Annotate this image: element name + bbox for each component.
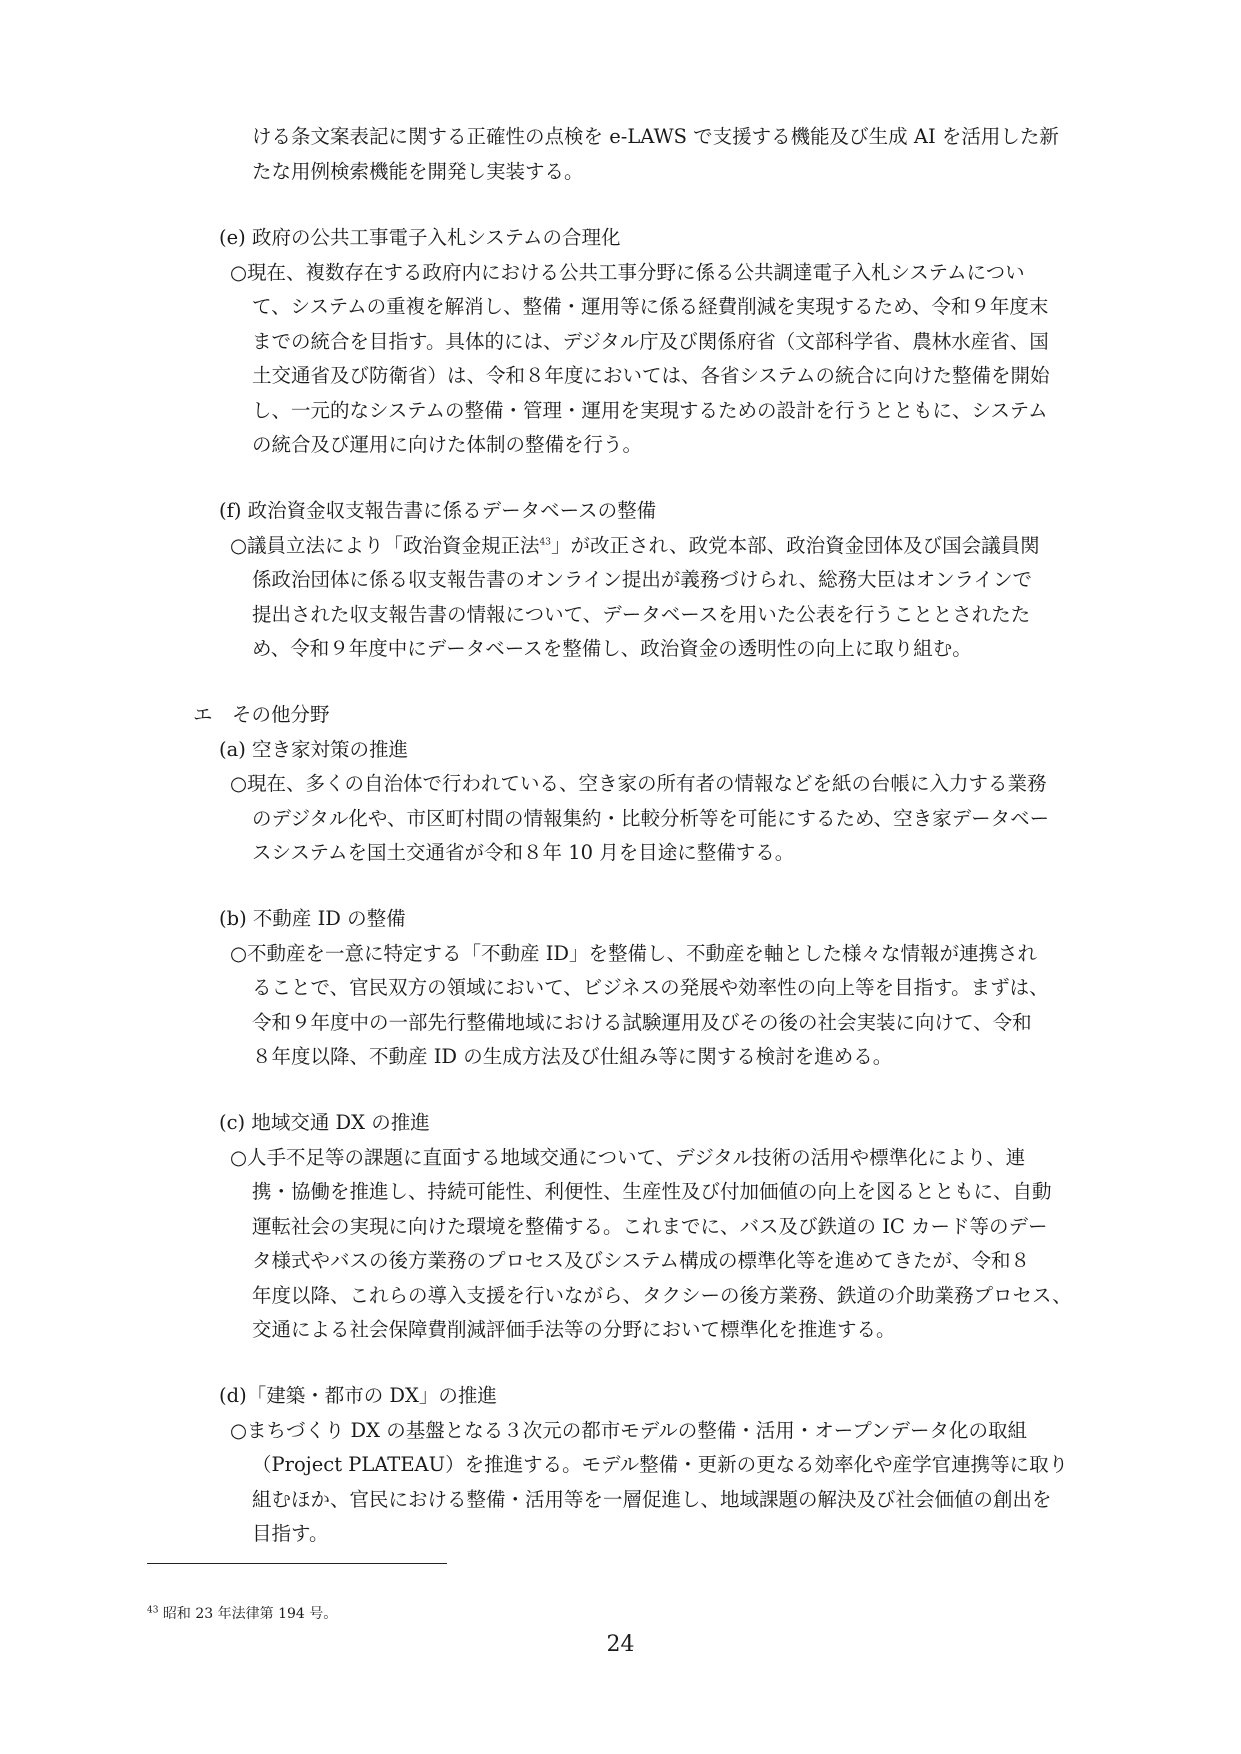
section-b-line-4: ８年度以降、不動産 ID の生成方法及び仕組み等に関する検討を進める。 [252,1045,893,1068]
section-a-line-2: のデジタル化や、市区町村間の情報集約・比較分析等を可能にするため、空き家データベー [252,807,1050,830]
section-d-line-4: 目指す。 [252,1522,329,1545]
continuation-line-2: たな用例検索機能を開発し実装する。 [252,160,584,183]
section-e-line-6: の統合及び運用に向けた体制の整備を行う。 [252,433,643,456]
section-b-line-1: ○不動産を一意に特定する「不動産 ID」を整備し、不動産を軸とした様々な情報が連携され [230,942,1038,965]
section-d-line-3: 組むほか、官民における整備・活用等を一層促進し、地域課題の解決及び社会価値の創出を [252,1488,1052,1511]
footnote-marker: 43 [147,1605,159,1616]
section-f-line-1-before: ○議員立法により「政治資金規正法 [230,534,540,557]
section-c-heading: (c) 地域交通 DX の推進 [219,1111,430,1134]
section-c-line-6: 交通による社会保障費削減評価手法等の分野において標準化を推進する。 [252,1318,896,1341]
section-f-line-1 [230,530,1040,562]
footnote-ref-43[interactable]: 43 [539,537,551,548]
section-d-line-2: （Project PLATEAU）を推進する。モデル整備・更新の更なる効率化や産学官連携等に取り [252,1453,1069,1476]
section-a-line-3: スシステムを国土交通省が令和８年 10 月を目途に整備する。 [252,841,795,864]
section-e-line-2: て、システムの重複を解消し、整備・運用等に係る経費削減を実現するため、令和９年度末 [252,295,1049,318]
section-e-line-3: までの統合を目指す。具体的には、デジタル庁及び関係府省（文部科学省、農林水産省、国 [252,330,1049,353]
section-c-line-1: ○人手不足等の課題に直面する地域交通について、デジタル技術の活用や標準化により、連 [230,1146,1026,1169]
section-c-line-3: 運転社会の実現に向けた環境を整備する。これまでに、バス及び鉄道の IC カード等のデー [252,1215,1048,1238]
section-e-heading: (e) 政府の公共工事電子入札システムの合理化 [219,226,621,249]
section-e-line-5: し、一元的なシステムの整備・管理・運用を実現するための設計を行うとともに、システム [252,399,1048,422]
section-e-line-4: 土交通省及び防衛省）は、令和８年度においては、各省システムの統合に向けた整備を開始 [252,364,1050,387]
section-e-line-1: ○現在、複数存在する政府内における公共工事分野に係る公共調達電子入札システムについ [230,261,1025,284]
section-f-line-1-after: 」が改正され、政党本部、政治資金団体及び国会議員関 [550,534,1040,557]
part-e-heading: エ その他分野 [193,703,330,726]
section-b-line-2: ることで、官民双方の領域において、ビジネスの発展や効率性の向上等を目指す。まずは、 [252,976,1049,999]
section-f-line-2: 係政治団体に係る収支報告書のオンライン提出が義務づけられ、総務大臣はオンラインで [252,568,1033,591]
section-b-heading: (b) 不動産 ID の整備 [219,907,406,930]
section-a-line-1: ○現在、多くの自治体で行われている、空き家の所有者の情報などを紙の台帳に入力する業務 [230,772,1047,795]
section-b-line-3: 令和９年度中の一部先行整備地域における試験運用及びその後の社会実装に向けて、令和 [252,1011,1032,1034]
footnote-divider [147,1563,447,1564]
continuation-line-1: ける条文案表記に関する正確性の点検を e-LAWS で支援する機能及び生成 AI を活用した新 [252,125,1059,148]
section-f-line-3: 提出された収支報告書の情報について、データベースを用いた公表を行うこととされたた [252,603,1031,626]
section-c-line-5: 年度以降、これらの導入支援を行いながら、タクシーの後方業務、鉄道の介助業務プロセス、 [252,1284,1072,1307]
section-d-line-1: ○まちづくり DX の基盤となる３次元の都市モデルの整備・活用・オープンデータ化の取組 [230,1419,1028,1442]
footnote-text: 昭和 23 年法律第 194 号。 [162,1606,338,1622]
section-c-line-4: タ様式やバスの後方業務のプロセス及びシステム構成の標準化等を進めてきたが、令和８ [252,1249,1031,1272]
section-f-heading: (f) 政治資金収支報告書に係るデータベースの整備 [219,499,657,522]
section-a-heading: (a) 空き家対策の推進 [219,738,409,761]
footnote-43 [147,1604,337,1624]
section-f-line-4: め、令和９年度中にデータベースを整備し、政治資金の透明性の向上に取り組む。 [252,637,972,660]
section-d-heading: (d)「建築・都市の DX」の推進 [219,1384,497,1407]
section-c-line-2: 携・協働を推進し、持続可能性、利便性、生産性及び付加価値の向上を図るとともに、自動 [252,1180,1052,1203]
page-number: 24 [606,1632,635,1657]
